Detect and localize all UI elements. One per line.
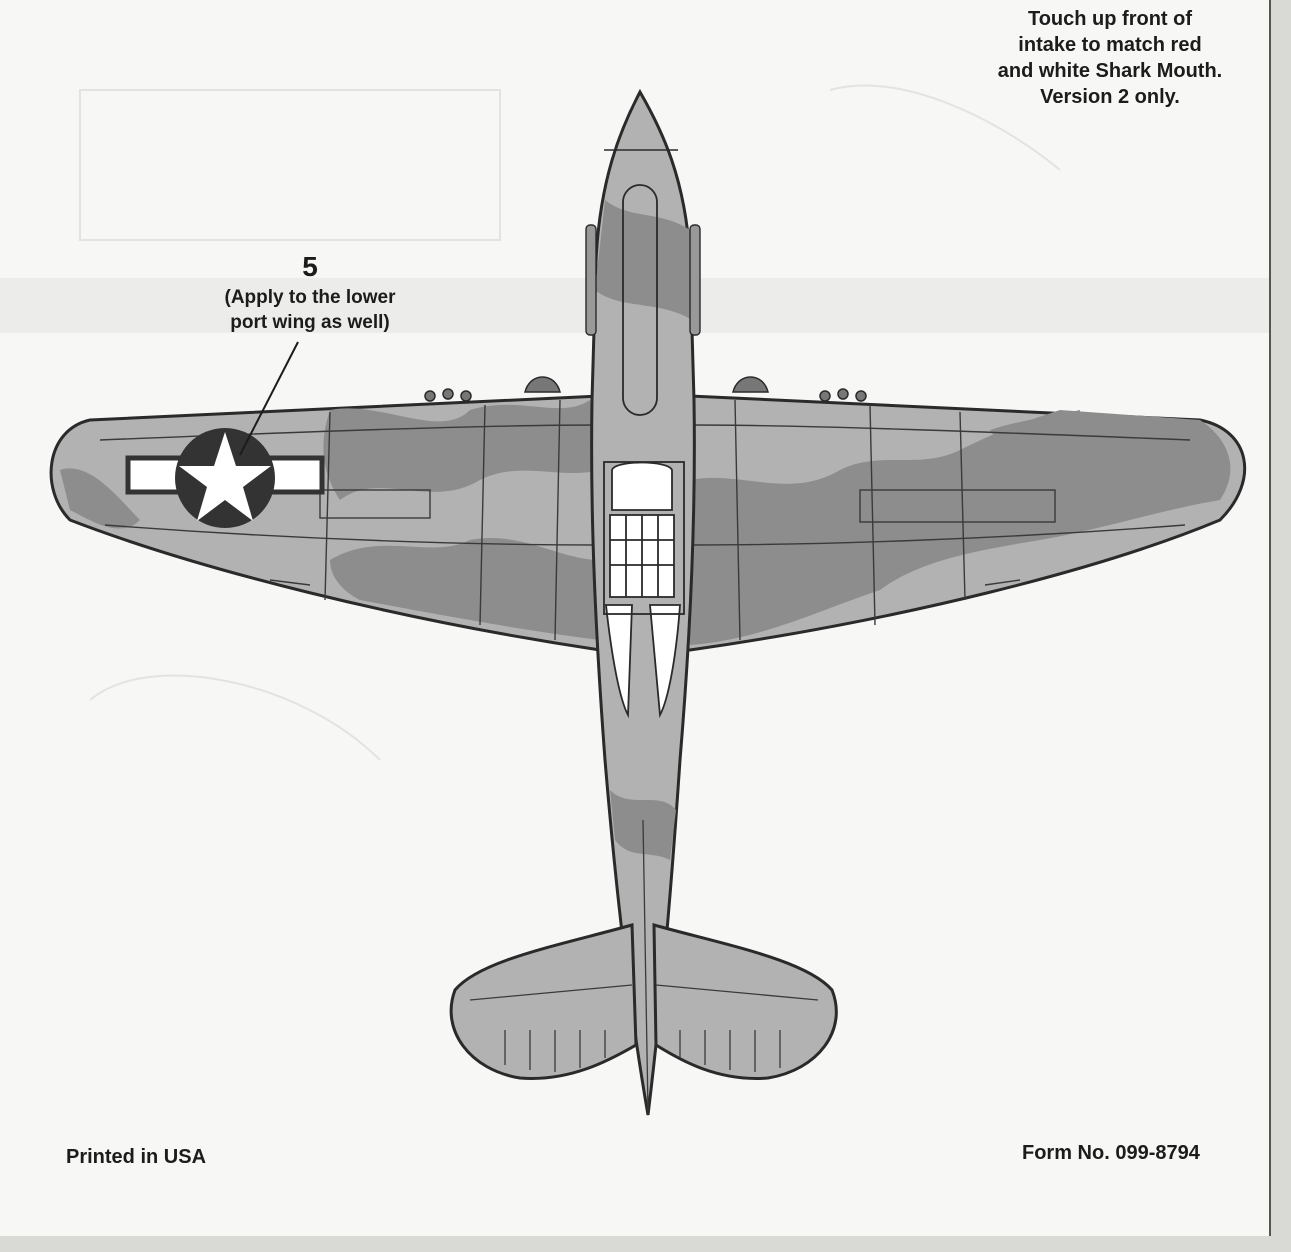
printed-in-label: Printed in USA [66,1146,207,1168]
decal-instruction-line: (Apply to the lower [224,287,396,308]
note-line: Version 2 only. [1040,86,1180,108]
note-line: Touch up front of [1027,8,1193,30]
decal-number: 5 [302,251,318,282]
decal-instruction [195,285,425,335]
touch-up-note [975,6,1245,110]
note-line: and white Shark Mouth. [997,60,1223,82]
decal-instruction-line: port wing as well) [230,312,390,333]
form-number-label: Form No. 099-8794 [1022,1142,1200,1164]
note-line: intake to match red [1018,34,1202,56]
